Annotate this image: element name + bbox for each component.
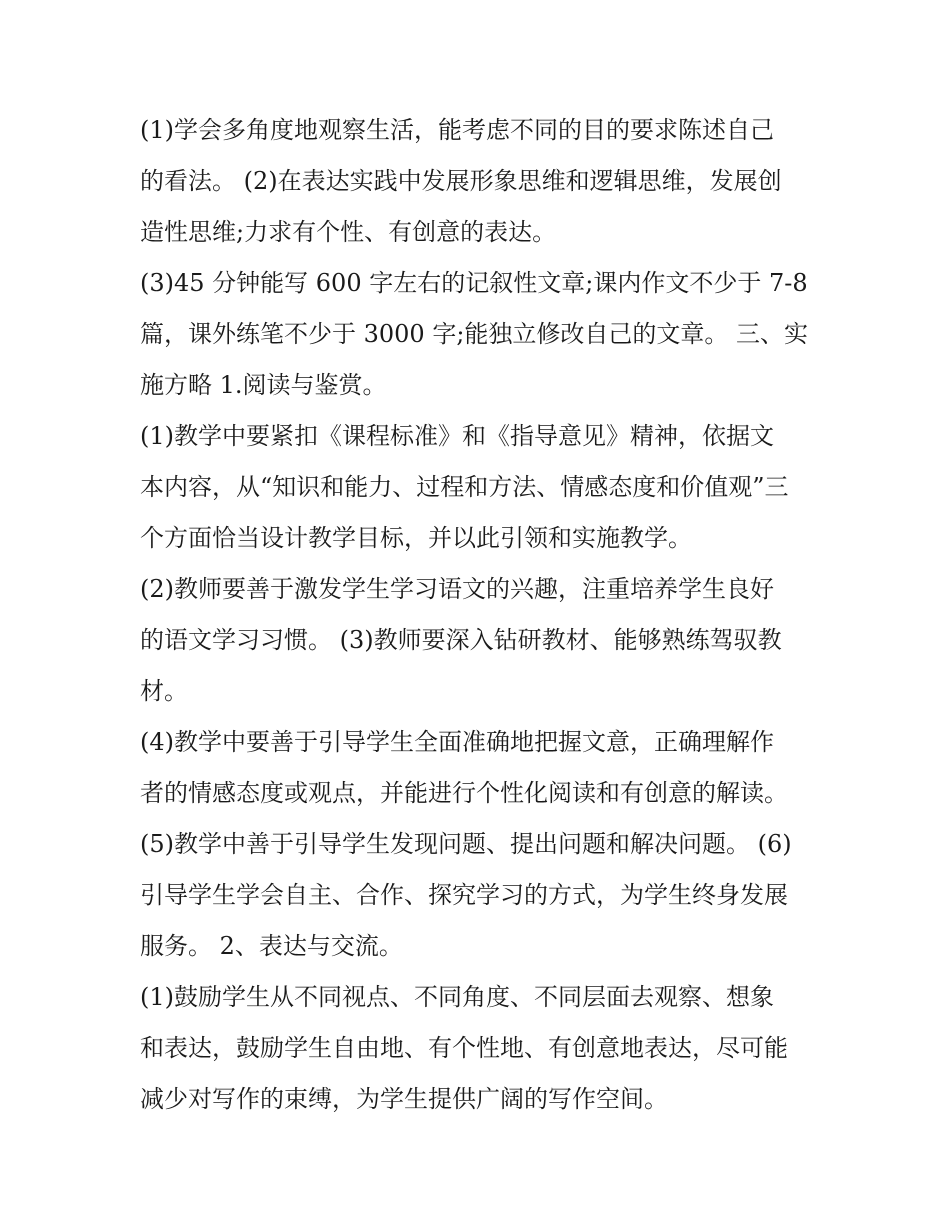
paragraph-1 xyxy=(140,105,820,258)
document-body xyxy=(140,105,820,1125)
paragraph-3 xyxy=(140,411,820,564)
text-line: 施方略 1.阅读与鉴赏。 xyxy=(140,371,387,399)
text-line: 和表达，鼓励学生自由地、有个性地、有创意地表达，尽可能 xyxy=(140,1034,788,1062)
text-line: 引导学生学会自主、合作、探究学习的方式，为学生终身发展 xyxy=(140,881,788,909)
paragraph-5 xyxy=(140,717,820,819)
paragraph-4 xyxy=(140,564,820,717)
text-line: 者的情感态度或观点，并能进行个性化阅读和有创意的解读。 xyxy=(140,779,788,807)
text-line: (3)45 分钟能写 600 字左右的记叙性文章;课内作文不少于 7-8 xyxy=(140,269,808,297)
text-line: (5)教学中善于引导学生发现问题、提出问题和解决问题。 (6) xyxy=(140,830,792,858)
text-line: (1)学会多角度地观察生活，能考虑不同的目的要求陈述自己 xyxy=(140,116,774,144)
text-line: 本内容，从“知识和能力、过程和方法、情感态度和价值观”三 xyxy=(140,473,789,501)
paragraph-6 xyxy=(140,819,820,972)
text-line: 减少对写作的束缚，为学生提供广阔的写作空间。 xyxy=(140,1085,668,1113)
text-line: 造性思维;力求有个性、有创意的表达。 xyxy=(140,218,557,246)
text-line: 的看法。 (2)在表达实践中发展形象思维和逻辑思维，发展创 xyxy=(140,167,782,195)
text-line: (1)教学中要紧扣《课程标准》和《指导意见》精神，依据文 xyxy=(140,422,774,450)
text-line: 材。 xyxy=(140,677,188,705)
text-line: (1)鼓励学生从不同视点、不同角度、不同层面去观察、想象 xyxy=(140,983,774,1011)
text-line: (2)教师要善于激发学生学习语文的兴趣，注重培养学生良好 xyxy=(140,575,774,603)
paragraph-2 xyxy=(140,258,820,411)
text-line: 个方面恰当设计教学目标，并以此引领和实施教学。 xyxy=(140,524,692,552)
paragraph-7 xyxy=(140,972,820,1125)
text-line: 的语文学习习惯。 (3)教师要深入钻研教材、能够熟练驾驭教 xyxy=(140,626,782,654)
text-line: 篇，课外练笔不少于 3000 字;能独立修改自己的文章。 三、实 xyxy=(140,320,809,348)
text-line: 服务。 2、表达与交流。 xyxy=(140,932,403,960)
text-line: (4)教学中要善于引导学生全面准确地把握文意，正确理解作 xyxy=(140,728,774,756)
